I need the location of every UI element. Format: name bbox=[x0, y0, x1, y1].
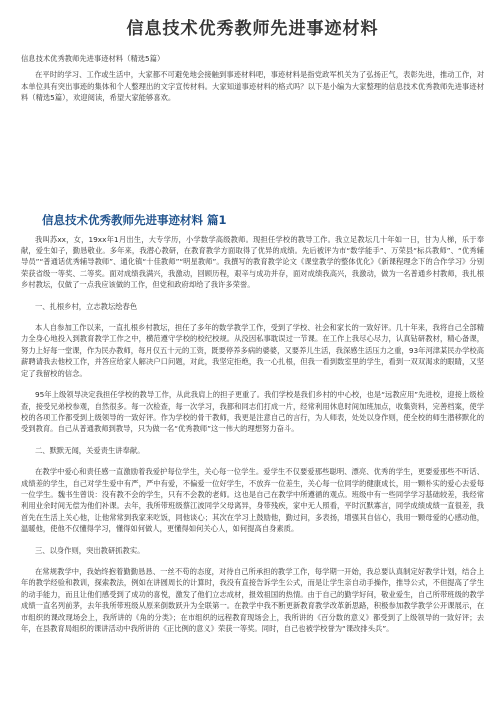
heading-2: 二、默默无闻，关爱责生讲奉献。 bbox=[35, 445, 145, 455]
spacer bbox=[21, 104, 484, 212]
paragraph-4: 在教学中爱心和责任感一直激励着我爱护每位学生，关心每一位学生。爱学生不仅要爱那些聪明、漂亮、优秀的学生，更要爱那些不听话、成绩差的学生，自己对学生爱中有严，严中有爱，不偏爱一位好学生，不放弃一位差生，关心每一位同学的健康成长，用一颗朴实的爱心去爱每一位学生。魏书生曾说：没有教不会的学生，只有不会教的老师。这也是自己在教学中所遵循的观点。班级中有一些同学学习基础较差，我经常利用业余时间无偿为他们补课。去年，我所带班级蔡江波同学父母离异，身带残疾，家中无人照看，平时沉默寡言，同学成绩成绩一直很差，我首先在生活上关心他，让他常常到我家来吃饭，同他谈心；其次在学习上鼓励他，勤过问，多表扬，增强其自信心，我用一颗母爱的心感动他，温暖他，使他不仅懂得学习，懂得如何做人，更懂得如何关心人，如何提高自身素质。 bbox=[21, 467, 484, 534]
paragraph-3: 95年上级领导决定我担任学校的教导工作，从此我肩上的担子更重了。我们学校是我们乡村的中心校，也是“远教应用”先进校，迎接上级检查，接受兄弟校参观，自然很多。每一次检查，每一次学习，我都和同志们打成一片，经常利用休息时间加班加点，收集资料，完善档案，使学校的各项工作都受到上级领导的一致好评。作为学校的骨干教师，我更是注意自己的言行，为人师表，处处以身作则，使全校的师生潜移默化的受到教育。自己从普通教师到教导，只为做一名“优秀教师”这一伟大的理想努力奋斗。 bbox=[21, 390, 484, 434]
paragraph-5: 在常规教学中，我始终抱着勤勤恳恳、一丝不苟的态度，对待自己所承担的教学工作，每学期一开始，我总要认真制定好教学计划，结合上年的教学经验和教训，探索教法，例如在讲圆周长的计算时，我没有直接告诉学生公式，而是让学生亲自动手操作，推导公式，不但提高了学生的动手能力，而且让他们感受到了成功的喜悦，激发了他们立志成材，报效祖国的热情。由于自己的勤学好问，敬业爱生，自己所带班级的教学成绩一直名列前茅，去年我所带班级从原来倒数跃升为全联第一。在教学中我不断更新教育教学改革新思路，积极参加教学教学公开课展示，在市组织的课改现场会上，我所讲的《角的分类》；在市组织的远程教育现场会上，我所讲的《百分数的意义》都受到了上级领导的一致好评；去年，在县教育局组织的课讲活动中我所讲的《正比例的意义》荣获一等奖。同时，自己也被学校誉为“课改排头兵”。 bbox=[21, 566, 484, 633]
intro-paragraph: 在平时的学习、工作或生活中，大家都不可避免地会接触到事迹材料吧，事迹材料是指党政军机关为了弘扬正气，表彰先进，推动工作，对本单位具有突出事迹的集体和个人整理出的文字宣传材料。大家知道事迹材料的格式吗？以下是小编为大家整理的信息技术优秀教师先进事迹材料（精选5篇），欢迎阅读，希望大家能够喜欢。 bbox=[21, 70, 484, 103]
heading-1: 一、扎根乡村，立志教坛绘春色 bbox=[35, 301, 138, 311]
paragraph-1: 我叫苏xx，女，19xx年1月出生，大专学历，小学数学高级教师。现担任学校的教导工作。我立足教坛几十年如一日，甘为人梯，乐于奉献，爱生如子，勤恳敬业。多年来，我潜心教研，在教育教学方面取得了优异的成绩。先后被评为市“数学能手”、万荣县“标兵教师”、“优秀辅导员”“普通话优秀辅导教师”、通化镇“十佳教师”“明星教师”。我撰写的教育教学论文《课堂教学的整体优化》《新课程理念下的合作学习》分别荣获省级一等奖、二等奖。面对成绩我满兴，我激动，回顾历程，艰辛与成功并存，面对成绩我高兴，我激动，做为一名普通乡村教师，我扎根乡村教坛，仅做了一点我应该做的工作，但党和政府却给了我许多荣誉。 bbox=[21, 234, 484, 290]
paragraph-2: 本人自参加工作以来，一直扎根乡村教坛，担任了多年的数学教学工作，受到了学校、社会和家长的一致好评。几十年来，我将自己全部精力全身心地投入到教育教学工作之中，横范遵守学校的校纪校规。从没因私事耽误过一节课。在工作上我尽心尽力，认真钻研教材，精心备课，努力上好每一堂课，作为民办教师，每月仅五十元的工资，既要停养多病的婆婆，又要养儿生活，我深感生活压力之重，93年河津某民办学校高薪聘请我去他校工作，并答应给家人解决户口问题，对此，我坚定拒绝，我一心扎根，但我一看到数室里的学生，看到一双双渴求的眼睛，又坚定了我留校的信念。 bbox=[21, 323, 484, 378]
document-title: 信息技术优秀教师先进事迹材料 bbox=[126, 19, 379, 39]
section-title: 信息技术优秀教师先进事迹材料 篇1 bbox=[42, 212, 227, 227]
heading-3: 三、以身作则，突出教研抓教实。 bbox=[35, 545, 145, 555]
subtitle-line: 信息技术优秀教师先进事迹材料（精选5篇） bbox=[21, 54, 165, 63]
